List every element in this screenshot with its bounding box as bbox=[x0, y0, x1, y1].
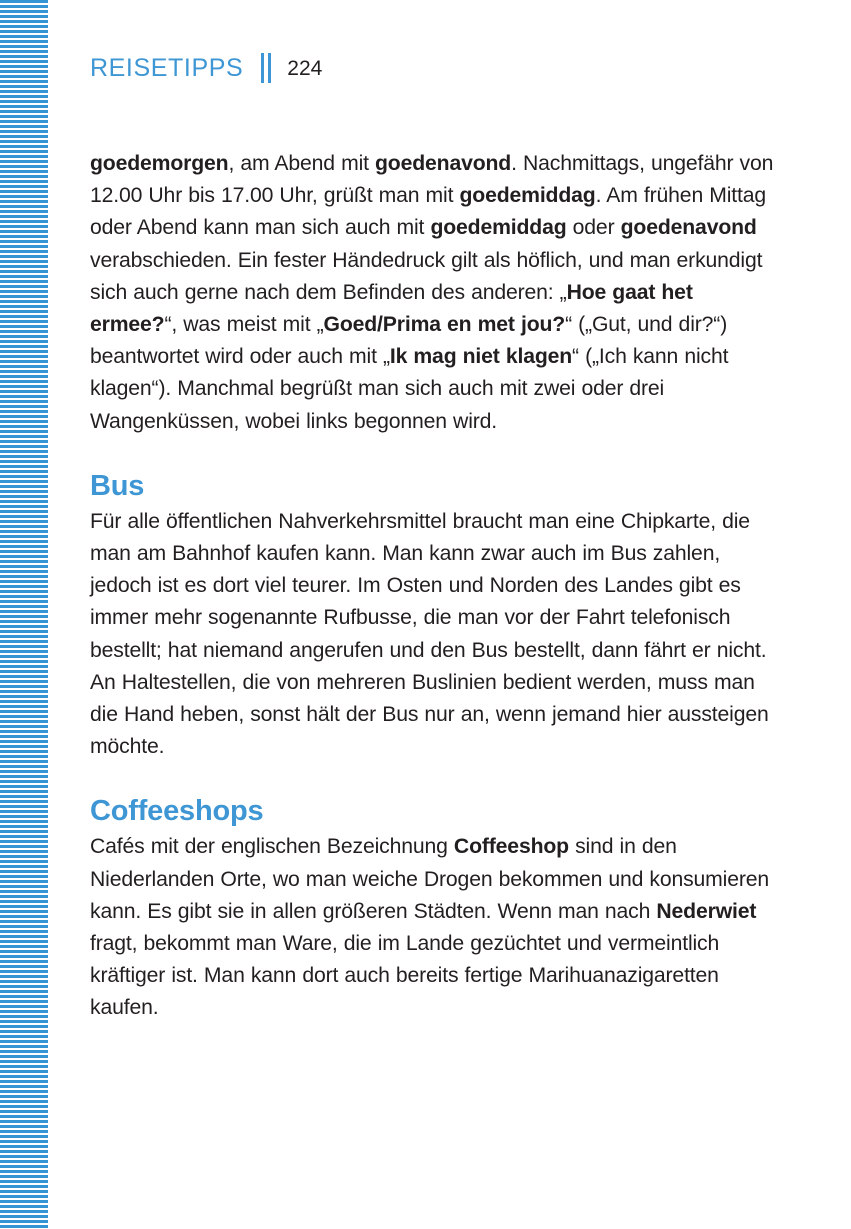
text-run: sind in den Niederlanden Orte, wo man weiche Drogen bekommen und konsumieren kann. Es gibt sie in allen größeren Städten. Wenn man nach bbox=[90, 835, 770, 923]
text-run: , am Abend mit bbox=[228, 152, 376, 175]
text-run: Für alle öffentlichen Nahverkehrsmittel braucht man eine Chipkarte, die man am Bahnhof kaufen kann. Man kann zwar auch im Bus zahlen, jedoch ist es dort viel teurer. Im Osten und Norden des Landes gibt es immer mehr sogenannte Rufbusse, die man vor der Fahrt telefonisch bestellt; hat niemand angerufen und den Bus bestellt, dann fährt er nicht. bbox=[90, 509, 767, 662]
running-head bbox=[90, 50, 322, 86]
text-run: verabschieden. Ein fester Händedruck gilt als höflich, und man erkundigt sich auch gerne nach dem Befinden des anderen: „ bbox=[90, 248, 763, 304]
emphasised-term: goedenavond bbox=[375, 152, 512, 175]
body-text-area bbox=[90, 148, 784, 1025]
double-vertical-rule-icon bbox=[261, 53, 271, 83]
paragraph-bus-2 bbox=[90, 667, 784, 764]
running-head-title: REISETIPPS bbox=[90, 53, 244, 82]
paragraph-bus-1 bbox=[90, 506, 784, 667]
emphasised-term: Hoe gaat het ermee? bbox=[90, 280, 693, 337]
heading-bus: Bus bbox=[90, 469, 145, 502]
page-number: 224 bbox=[287, 56, 323, 80]
text-run: . Am frühen Mittag oder Abend kann man sich auch mit bbox=[90, 184, 767, 240]
emphasised-term: goedemiddag bbox=[459, 184, 596, 208]
emphasised-term: Ik mag niet klagen bbox=[389, 345, 573, 369]
emphasised-term: goedemorgen bbox=[90, 152, 229, 175]
page-content-column bbox=[90, 0, 784, 1229]
text-run: oder bbox=[566, 216, 621, 240]
emphasised-term: Coffeeshop bbox=[453, 835, 569, 859]
emphasised-term: goedemiddag bbox=[430, 216, 567, 240]
paragraph-greetings bbox=[90, 148, 784, 438]
emphasised-term: Goed/Prima en met jou? bbox=[323, 313, 566, 337]
text-run: . Nachmittags, ungefähr von 12.00 Uhr bis 17.00 Uhr, grüßt man mit bbox=[90, 152, 774, 208]
text-run: “ („Ich kann nicht klagen“). Manchmal begrüßt man sich auch mit zwei oder drei Wangenküssen, wobei links begonnen wird. bbox=[90, 345, 729, 433]
text-run: Cafés mit der englischen Bezeichnung bbox=[90, 835, 454, 859]
paragraph-coffeeshops bbox=[90, 831, 784, 1024]
spacer bbox=[90, 763, 784, 794]
text-run: “ („Gut, und dir?“) beantwortet wird oder auch mit „ bbox=[90, 313, 728, 369]
text-run: “, was meist mit „ bbox=[164, 313, 324, 337]
spacer bbox=[90, 438, 784, 469]
heading-coffeeshops: Coffeeshops bbox=[90, 795, 264, 828]
emphasised-term: goedenavond bbox=[620, 216, 757, 240]
emphasised-term: Nederwiet bbox=[656, 899, 757, 923]
decorative-stripe-spine bbox=[0, 0, 48, 1229]
text-run: An Haltestellen, die von mehreren Buslinien bedient werden, muss man die Hand heben, sonst hält der Bus nur an, wenn jemand hier aussteigen möchte. bbox=[90, 670, 769, 759]
text-run: fragt, bekommt man Ware, die im Lande gezüchtet und vermeintlich kräftiger ist. Man kann dort auch bereits fertige Marihuanazigaretten kaufen. bbox=[90, 932, 720, 1020]
